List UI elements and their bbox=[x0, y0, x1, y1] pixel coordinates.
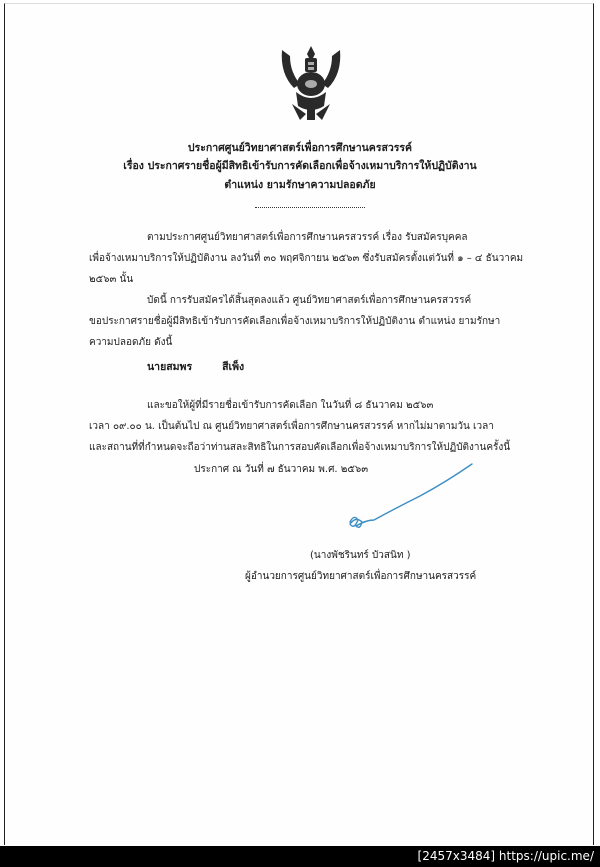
paragraph-line: ความปลอดภัย ดังนี้ bbox=[89, 337, 173, 348]
paragraph-instructions bbox=[89, 395, 559, 458]
header-line-subject: เรื่อง ประกาศรายชื่อผู้มีสิทธิเข้ารับการคัดเลือกเพื่อจ้างเหมาบริการให้ปฏิบัติงาน bbox=[123, 160, 477, 172]
paragraph-line: ๒๕๖๓ นั้น bbox=[89, 274, 134, 285]
garuda-emblem-icon bbox=[278, 44, 344, 124]
paragraph-line: ขอประกาศรายชื่อผู้มีสิทธิเข้ารับการคัดเลือกเพื่อจ้างเหมาบริการให้ปฏิบัติงาน ตำแหน่ง ยามรักษา bbox=[89, 316, 501, 327]
watermark-text: [2457x3484] https://upic.me/ bbox=[417, 849, 594, 863]
dotted-divider bbox=[255, 207, 365, 208]
announcement-date: ประกาศ ณ วันที่ ๗ ธันวาคม พ.ศ. ๒๕๖๓ bbox=[194, 464, 369, 475]
header-line-position: ตำแหน่ง ยามรักษาความปลอดภัย bbox=[224, 179, 376, 191]
candidate-first-name: นายสมพร bbox=[147, 361, 193, 373]
candidate-last-name: สีเพ็ง bbox=[222, 361, 245, 373]
paragraph-background bbox=[89, 227, 559, 290]
paragraph-line: เพื่อจ้างเหมาบริการให้ปฏิบัติงาน ลงวันที่ ๓๐ พฤศจิกายน ๒๕๖๓ ซึ่งรับสมัครตั้งแต่วันที่ ๑ – ๔ ธันวาคม bbox=[89, 253, 524, 264]
paragraph-line: และสถานที่ที่กำหนดจะถือว่าท่านสละสิทธิในการสอบคัดเลือกเพื่อจ้างเหมาบริการให้ปฏิบัติงานครั้งนี้ bbox=[89, 442, 511, 453]
header-line-organization: ประกาศศูนย์วิทยาศาสตร์เพื่อการศึกษานครสวรรค์ bbox=[187, 142, 413, 154]
paragraph-line: และขอให้ผู้ที่มีรายชื่อเข้ารับการคัดเลือก ในวันที่ ๘ ธันวาคม ๒๕๖๓ bbox=[147, 400, 434, 411]
paragraph-line: เวลา ๐๙.๐๐ น. เป็นต้นไป ณ ศูนย์วิทยาศาสตร์เพื่อการศึกษานครสวรรค์ หากไม่มาตามวัน เวลา bbox=[89, 421, 494, 432]
paragraph-announcement bbox=[89, 290, 559, 353]
signer-name: (นางพัชรินทร์ บัวสนิท ) bbox=[310, 550, 411, 561]
paragraph-line: ตามประกาศศูนย์วิทยาศาสตร์เพื่อการศึกษานครสวรรค์ เรื่อง รับสมัครบุคคล bbox=[147, 232, 468, 243]
footer-bar bbox=[0, 846, 600, 867]
candidate-name bbox=[147, 358, 244, 375]
signature-icon bbox=[346, 460, 476, 540]
signer-title: ผู้อำนวยการศูนย์วิทยาศาสตร์เพื่อการศึกษานครสวรรค์ bbox=[245, 571, 477, 582]
paragraph-line: บัดนี้ การรับสมัครได้สิ้นสุดลงแล้ว ศูนย์วิทยาศาสตร์เพื่อการศึกษานครสวรรค์ bbox=[147, 295, 472, 306]
